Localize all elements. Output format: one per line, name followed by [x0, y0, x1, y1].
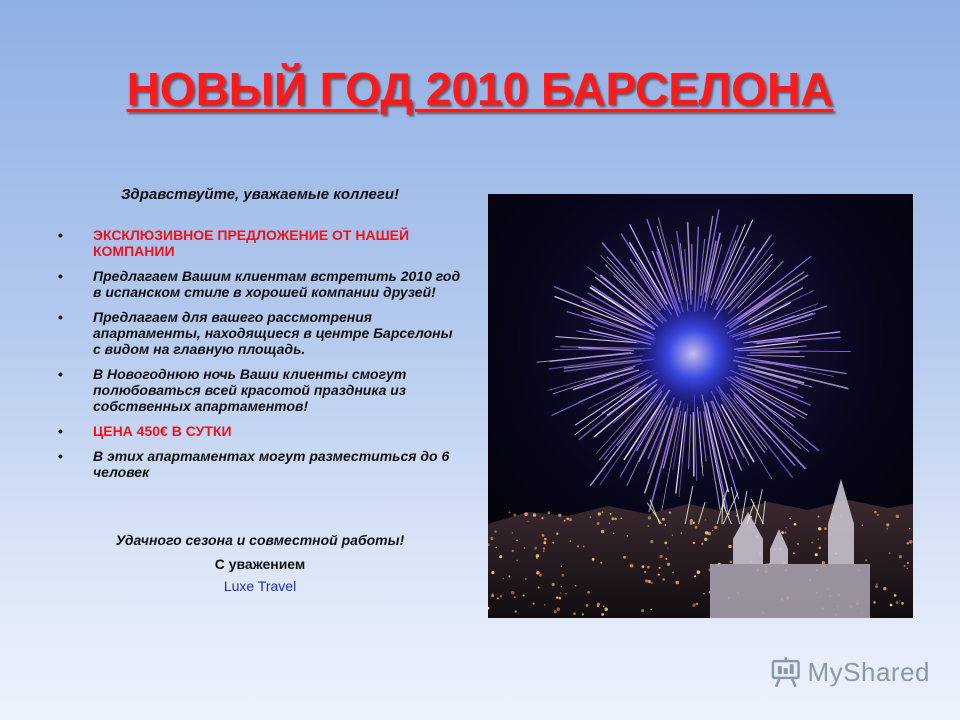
bullet-item-apartments — [58, 309, 463, 357]
bullet-text: Предлагаем для вашего рассмотрения апартаменты, находящиеся в центре Барселоны с видом на главную площадь. — [93, 309, 453, 357]
bullet-item-exclusive-offer — [58, 227, 463, 259]
watermark — [770, 655, 930, 689]
bullet-marker: • — [58, 366, 63, 382]
company-name: Luxe Travel — [223, 578, 297, 594]
closing-wish: Удачного сезона и совместной работы! — [115, 532, 405, 548]
bullet-item-new-year-night — [58, 366, 463, 414]
bullet-text: Предлагаем Вашим клиентам встретить 2010 год в испанском стиле в хорошей компании друзей! — [93, 268, 461, 300]
regards-text: С уважением — [214, 556, 306, 572]
bullet-item-price — [58, 423, 463, 439]
bullet-item-capacity — [58, 448, 463, 480]
bullet-text: В Новогоднюю ночь Ваши клиенты смогут полюбоваться всей красотой праздника из собственных апартаментов! — [93, 366, 407, 414]
bullet-marker: • — [58, 448, 63, 464]
bullet-text: В этих апартаментах могут разместиться до 6 человек — [93, 448, 450, 480]
bullet-marker: • — [58, 268, 63, 284]
greeting-text: Здравствуйте, уважаемые коллеги! — [120, 186, 399, 203]
bullet-text: ЭКСКЛЮЗИВНОЕ ПРЕДЛОЖЕНИЕ ОТ НАШЕЙ КОМПАНИИ — [93, 227, 410, 259]
bullet-item-invitation — [58, 268, 463, 300]
presentation-icon — [770, 655, 804, 689]
bullet-marker: • — [58, 227, 63, 243]
bullet-list — [58, 227, 463, 489]
bullet-marker: • — [58, 309, 63, 325]
bullet-text: ЦЕНА 450€ В СУТКИ — [93, 423, 232, 439]
watermark-text: MyShared — [807, 656, 930, 687]
fireworks-illustration — [488, 194, 913, 618]
bullet-marker: • — [58, 423, 63, 439]
slide-title: НОВЫЙ ГОД 2010 БАРСЕЛОНА — [126, 63, 834, 115]
fireworks-photo — [488, 194, 913, 618]
